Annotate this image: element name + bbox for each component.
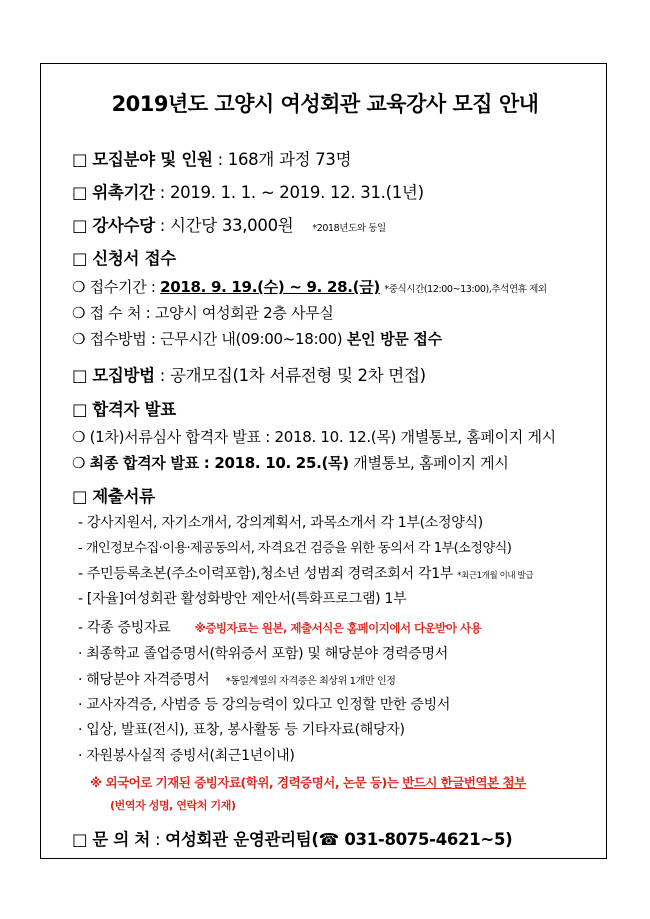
checkbox-icon: □ [72,216,88,235]
checkbox-icon: □ [72,150,88,169]
section-value: 2019. 1. 1. ~ 2019. 12. 31.(1년) [169,183,424,202]
application-period-note: *중식시간(12:00~13:00),추석연휴 제외 [384,284,547,295]
contact-value: 여성회관 운영관리팀(☎ 031-8075-4621~5) [165,830,513,849]
circle-bullet-icon: ❍ [72,330,86,348]
section-application [72,245,176,269]
document-item: - 각종 증빙자료 ※증빙자료는 원본, 제출서식은 홈페이지에서 다운받아 사용 [78,620,482,636]
circle-bullet-icon: ❍ [72,454,86,472]
section-label: 모집방법 [92,366,155,385]
checkbox-icon: □ [72,183,88,202]
evidence-item: · 해당분야 자격증명서 *동일계열의 자격증은 최상위 1개만 인정 [78,672,396,688]
evidence-note: ※증빙자료는 원본, 제출서식은 홈페이지에서 다운받아 사용 [194,621,482,635]
first-announcement: ❍ (1차)서류심사 합격자 발표 : 2018. 10. 12.(목) 개별통보, 홈페이지 게시 [72,428,556,446]
checkbox-icon: □ [72,366,88,385]
section-label: 신청서 접수 [92,249,176,268]
page-title: 2019년도 고양시 여성회관 교육강사 모집 안내 [111,92,539,116]
section-value: 공개모집(1차 서류전형 및 2차 면접) [169,366,426,385]
section-value: 168개 과정 73명 [227,150,352,169]
section-documents [72,483,155,507]
evidence-item: · 최종학교 졸업증명서(학위증서 포함) 및 해당분야 경력증명서 [78,646,448,662]
checkbox-icon: □ [72,830,88,849]
section-label: 강사수당 [92,216,155,235]
checkbox-icon: □ [72,400,88,419]
section-value: 시간당 33,000원 [169,216,294,235]
checkbox-icon: □ [72,249,88,268]
document-item: - [자율]여성회관 활성화방안 제안서(특화프로그램) 1부 [78,591,407,607]
circle-bullet-icon: ❍ [72,428,86,446]
application-method: ❍ 접수방법 : 근무시간 내(09:00~18:00) 본인 방문 접수 [72,330,442,348]
final-announcement: ❍ 최종 합격자 발표 : 2018. 10. 25.(목) 개별통보, 홈페이지 게시 [72,454,509,472]
application-period: ❍ 접수기간 : 2018. 9. 19.(수) ~ 9. 28.(금) *중식시간(12:00~13:00),추석연휴 제외 [72,278,547,296]
circle-bullet-icon: ❍ [72,304,86,322]
section-announcement [72,396,176,420]
checkbox-icon: □ [72,487,88,506]
section-method: □ 모집방법 : 공개모집(1차 서류전형 및 2차 면접) [72,366,426,385]
application-place: ❍ 접 수 처 : 고양시 여성회관 2층 사무실 [72,304,334,322]
section-allowance: □ 강사수당 : 시간당 33,000원 *2018년도와 동일 [72,216,386,235]
document-item: - 강사지원서, 자기소개서, 강의계획서, 과목소개서 각 1부(소정양식) [78,515,483,531]
application-period-value: 2018. 9. 19.(수) ~ 9. 28.(금) [160,278,380,296]
section-contact: □ 문 의 처 : 여성회관 운영관리팀(☎ 031-8075-4621~5) [72,830,513,849]
document-item: - 주민등록초본(주소이력포함),청소년 성범죄 경력조회서 각1부 *최근1개월 이내 발급 [78,566,534,582]
translation-warning-detail: (번역자 성명, 연락처 기재) [110,799,236,812]
section-label: 위촉기간 [92,183,155,202]
section-term: □ 위촉기간 : 2019. 1. 1. ~ 2019. 12. 31.(1년) [72,183,424,202]
evidence-item: · 입상, 발표(전시), 표창, 봉사활동 등 기타자료(해당자) [78,722,405,738]
document-item: - 개인정보수집·이용·제공동의서, 자격요건 검증을 위한 동의서 각 1부(소정양식) [78,541,512,556]
section-label: 합격자 발표 [92,400,176,419]
circle-bullet-icon: ❍ [72,278,86,296]
section-label: 문 의 처 [92,830,151,849]
evidence-item: · 교사자격증, 사범증 등 강의능력이 있다고 인정할 만한 증빙서 [78,697,451,713]
translation-warning: ※ 외국어로 기재된 증빙자료(학위, 경력증명서, 논문 등)는 반드시 한글번역본 첨부 [90,775,526,790]
section-label: 모집분야 및 인원 [92,150,213,169]
section-recruitment-field: □ 모집분야 및 인원 : 168개 과정 73명 [72,150,352,169]
allowance-note: *2018년도와 동일 [312,223,386,234]
section-label: 제출서류 [92,487,155,506]
evidence-item: · 자원봉사실적 증빙서(최근1년이내) [78,748,295,764]
